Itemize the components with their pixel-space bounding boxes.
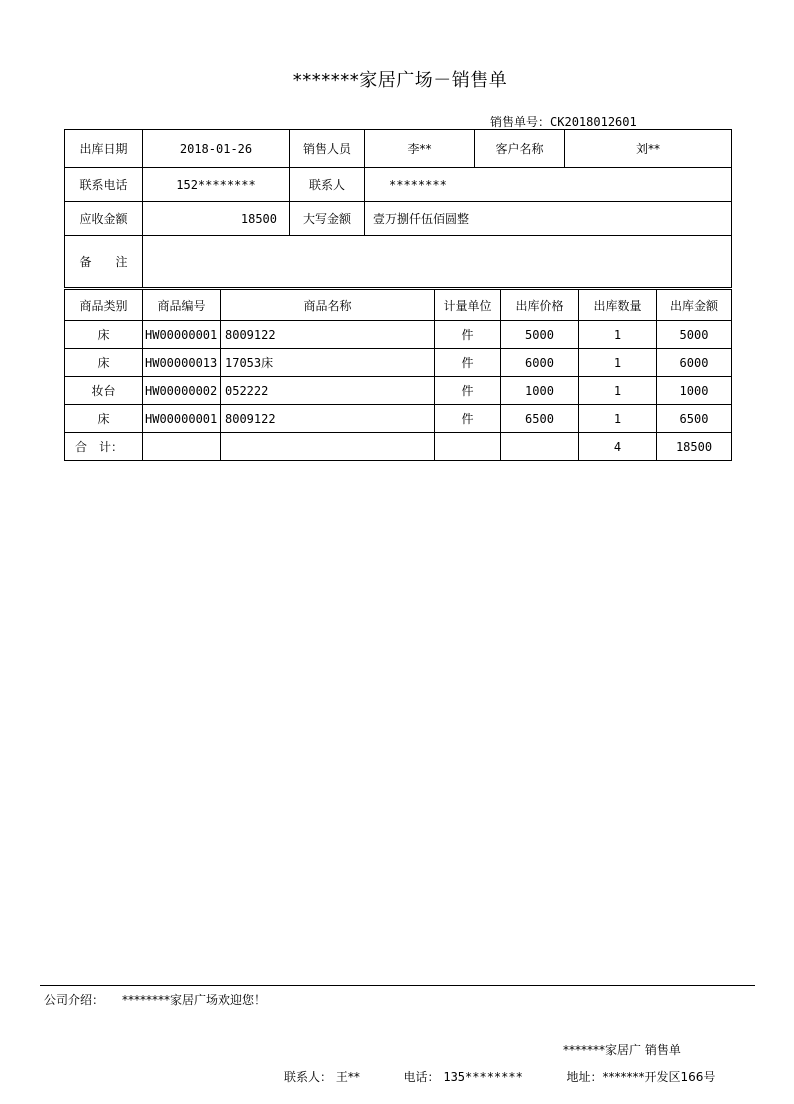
footer-divider bbox=[40, 985, 755, 986]
total-empty-cell bbox=[221, 433, 435, 461]
items-header-row bbox=[65, 290, 732, 321]
remarks-value bbox=[143, 236, 732, 288]
contact-value bbox=[365, 168, 732, 202]
item-category: 床 bbox=[65, 349, 143, 377]
item-price: 5000 bbox=[501, 321, 579, 349]
item-category: 妆台 bbox=[65, 377, 143, 405]
item-code: HW00000002 bbox=[143, 377, 221, 405]
order-header-table bbox=[64, 129, 732, 288]
column-header: 商品类别 bbox=[65, 290, 143, 321]
total-qty: 4 bbox=[579, 433, 657, 461]
item-unit: 件 bbox=[435, 405, 501, 433]
item-name: 17053床 bbox=[221, 349, 435, 377]
company-intro-text: ********家居广场欢迎您！ bbox=[122, 993, 267, 1007]
column-header: 商品名称 bbox=[221, 290, 435, 321]
column-header: 出库数量 bbox=[579, 290, 657, 321]
total-amount: 18500 bbox=[657, 433, 732, 461]
total-row bbox=[65, 433, 732, 461]
footer-address-label: 地址： bbox=[566, 1070, 603, 1084]
table-row bbox=[65, 349, 732, 377]
remarks-label: 备 注 bbox=[65, 236, 143, 288]
item-amount: 5000 bbox=[657, 321, 732, 349]
uppercase-amount-value: 壹万捌仟伍佰圆整 bbox=[365, 202, 732, 236]
item-price: 6500 bbox=[501, 405, 579, 433]
item-qty: 1 bbox=[579, 349, 657, 377]
column-header: 出库金额 bbox=[657, 290, 732, 321]
item-amount: 6500 bbox=[657, 405, 732, 433]
footer-contact bbox=[284, 1068, 715, 1085]
item-qty: 1 bbox=[579, 405, 657, 433]
item-code: HW00000013 bbox=[143, 349, 221, 377]
item-unit: 件 bbox=[435, 321, 501, 349]
item-price: 1000 bbox=[501, 377, 579, 405]
item-name: 052222 bbox=[221, 377, 435, 405]
footer-signature: *******家居广 销售单 bbox=[563, 1043, 681, 1057]
receivable-label: 应收金额 bbox=[65, 202, 143, 236]
total-label: 合 计： bbox=[65, 433, 143, 461]
uppercase-amount-label: 大写金额 bbox=[290, 202, 365, 236]
item-category: 床 bbox=[65, 405, 143, 433]
salesperson-value: 李** bbox=[365, 130, 475, 168]
phone-value: 152******** bbox=[143, 168, 290, 202]
table-row bbox=[65, 377, 732, 405]
contact-value-text: ******** bbox=[389, 177, 447, 192]
date-value: 2018-01-26 bbox=[143, 130, 290, 168]
total-empty-cell bbox=[143, 433, 221, 461]
date-label: 出库日期 bbox=[65, 130, 143, 168]
column-header: 出库价格 bbox=[501, 290, 579, 321]
items-table bbox=[64, 289, 732, 461]
item-amount: 6000 bbox=[657, 349, 732, 377]
item-unit: 件 bbox=[435, 377, 501, 405]
item-qty: 1 bbox=[579, 377, 657, 405]
footer-address-value: *******开发区166号 bbox=[602, 1070, 716, 1084]
footer-phone-label: 电话： bbox=[403, 1070, 440, 1084]
item-code: HW00000001 bbox=[143, 321, 221, 349]
company-intro bbox=[44, 991, 266, 1008]
page-title: *******家居广场－销售单 bbox=[292, 70, 508, 91]
item-qty: 1 bbox=[579, 321, 657, 349]
column-header: 计量单位 bbox=[435, 290, 501, 321]
customer-label: 客户名称 bbox=[475, 130, 565, 168]
item-unit: 件 bbox=[435, 349, 501, 377]
customer-value: 刘** bbox=[565, 130, 732, 168]
total-empty-cell bbox=[501, 433, 579, 461]
contact-label: 联系人 bbox=[290, 168, 365, 202]
column-header: 商品编号 bbox=[143, 290, 221, 321]
footer-contact-value: 王** bbox=[335, 1070, 360, 1084]
phone-label: 联系电话 bbox=[65, 168, 143, 202]
item-amount: 1000 bbox=[657, 377, 732, 405]
item-price: 6000 bbox=[501, 349, 579, 377]
item-name: 8009122 bbox=[221, 405, 435, 433]
footer-contact-label: 联系人： bbox=[284, 1070, 333, 1084]
company-intro-label: 公司介绍： bbox=[44, 993, 105, 1007]
item-category: 床 bbox=[65, 321, 143, 349]
footer-phone-value: 135******** bbox=[443, 1070, 523, 1084]
order-number bbox=[490, 113, 637, 130]
total-empty-cell bbox=[435, 433, 501, 461]
receivable-value: 18500 bbox=[143, 202, 290, 236]
table-row bbox=[65, 405, 732, 433]
order-number-label: 销售单号： bbox=[490, 115, 551, 129]
table-row bbox=[65, 321, 732, 349]
order-number-value: CK2018012601 bbox=[550, 115, 637, 129]
item-name: 8009122 bbox=[221, 321, 435, 349]
item-code: HW00000001 bbox=[143, 405, 221, 433]
salesperson-label: 销售人员 bbox=[290, 130, 365, 168]
